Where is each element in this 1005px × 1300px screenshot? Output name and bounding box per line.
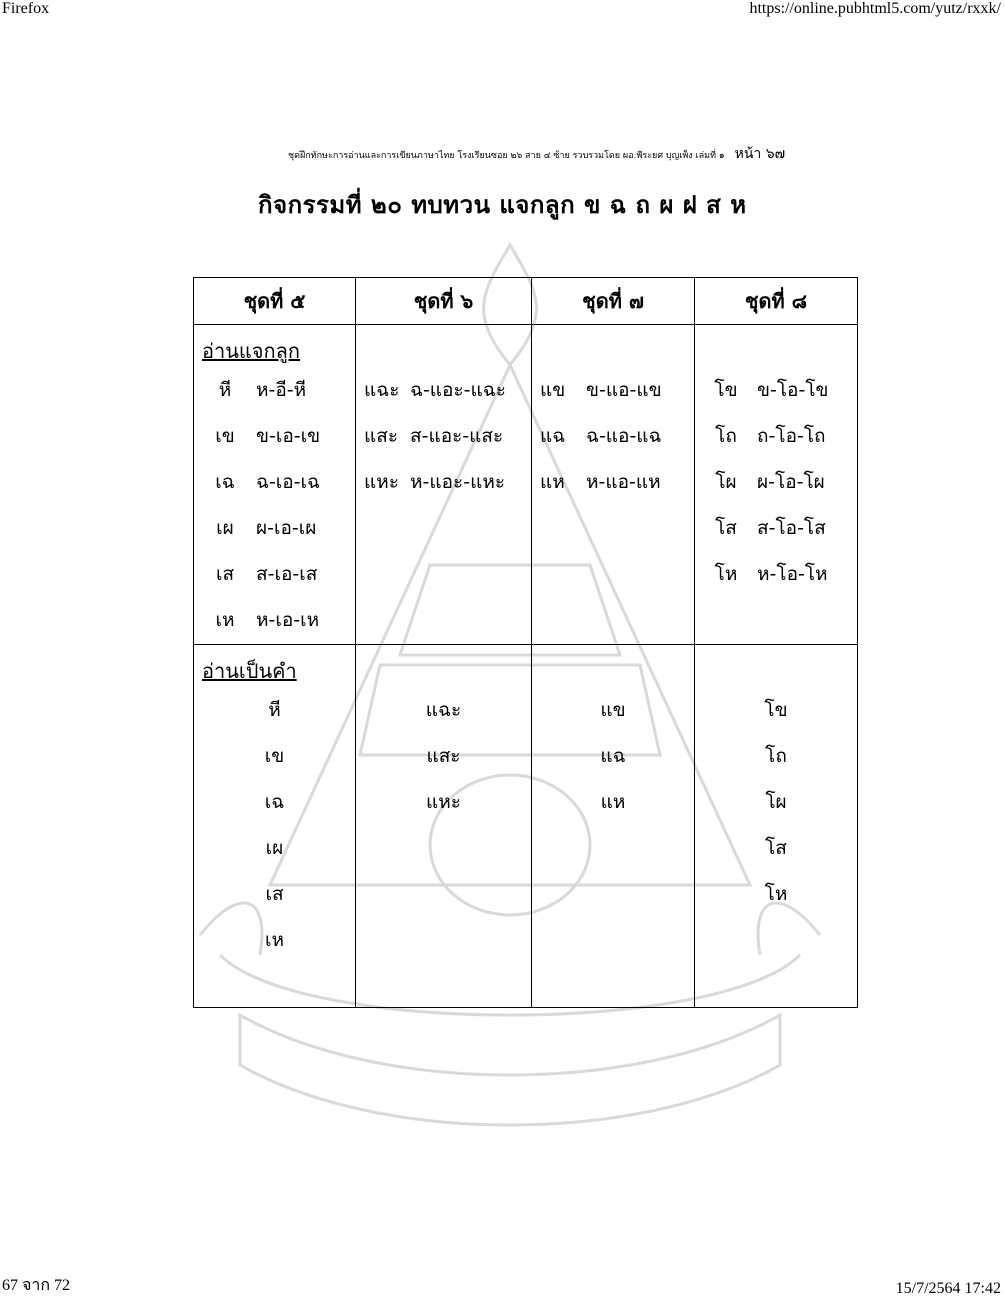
word: แหะ <box>364 471 399 493</box>
spelling: ห-โอ-โห <box>757 563 828 585</box>
activity-table <box>193 277 858 1008</box>
word-list-set-5 <box>194 687 355 963</box>
section-label-words: อ่านเป็นคำ <box>202 659 297 683</box>
spelling: ส-โอ-โส <box>757 517 826 539</box>
spelling: ส-แอะ-แสะ <box>410 425 504 447</box>
words-cell-set-6 <box>356 645 532 1008</box>
word: แสะ <box>364 425 399 447</box>
spelling: ส-เอ-เส <box>256 563 318 585</box>
word: หี <box>218 379 232 401</box>
spelling: ผ-เอ-เผ <box>256 517 317 539</box>
list-item <box>356 459 531 505</box>
list-item <box>194 459 355 505</box>
list-item: แสะ <box>426 745 461 767</box>
spelling-list-set-6 <box>356 367 531 505</box>
word: แฉ <box>540 425 566 447</box>
word: แห <box>540 471 565 493</box>
list-item: เข <box>264 745 285 767</box>
spelling-list-set-7 <box>532 367 694 505</box>
print-datetime: 15/7/2564 17:42 <box>895 1280 1001 1297</box>
list-item: แฉ <box>600 745 626 767</box>
list-item: โข <box>764 699 788 721</box>
spelling-cell-set-8 <box>695 325 858 645</box>
spelling: ฉ-แอ-แฉ <box>586 425 662 447</box>
list-item <box>695 367 857 413</box>
header-set-5: ชุดที่ ๕ <box>194 278 356 325</box>
word: โส <box>715 517 737 539</box>
page-count: 67 จาก 72 <box>2 1277 71 1294</box>
list-item: โผ <box>765 791 787 813</box>
spelling-cell-set-6 <box>356 325 532 645</box>
word: เข <box>215 425 235 447</box>
list-item: โถ <box>765 745 787 767</box>
list-item: เผ <box>265 837 284 859</box>
spelling: ข-เอ-เข <box>256 425 321 447</box>
spelling: ห-เอ-เห <box>256 609 320 631</box>
words-cell-set-7 <box>532 645 695 1008</box>
spelling: ห-แอ-แห <box>586 471 661 493</box>
browser-app-name: Firefox <box>2 0 50 17</box>
list-item <box>194 597 355 643</box>
word-list-set-7 <box>532 687 694 825</box>
section-label-spelling: อ่านแจกลูก <box>202 339 300 363</box>
page-number: หน้า ๖๗ <box>734 146 786 162</box>
word: โข <box>714 379 738 401</box>
list-item <box>695 459 857 505</box>
document-header <box>288 143 785 165</box>
list-item <box>695 505 857 551</box>
header-set-8: ชุดที่ ๘ <box>695 278 858 325</box>
word: เผ <box>216 517 234 539</box>
spelling-list-set-5 <box>194 367 355 643</box>
spelling: ห-แอะ-แหะ <box>410 471 506 493</box>
word-list-set-6 <box>356 687 531 825</box>
list-item: เห <box>264 929 285 951</box>
spelling: ห-อี-หี <box>256 379 307 401</box>
spelling: ผ-โอ-โผ <box>757 471 825 493</box>
list-item <box>695 551 857 597</box>
document-header-text: ชุดฝึกทักษะการอ่านและการเขียนภาษาไทย โรงเรียนซอย ๒๖ สาย ๔ ซ้าย รวบรวมโดย ผอ.พีระยศ บุญเพ็ง เล่มที่ ๑ <box>288 151 725 161</box>
words-cell-set-5 <box>194 645 356 1008</box>
activity-title: กิจกรรมที่ ๒๐ ทบทวน แจกลูก ข ฉ ถ ผ ฝ ส ห <box>258 191 747 219</box>
list-item <box>532 367 694 413</box>
list-item <box>194 551 355 597</box>
word: เห <box>215 609 235 631</box>
word: แข <box>540 379 566 401</box>
list-item <box>695 413 857 459</box>
word-list-set-8 <box>695 687 857 917</box>
header-set-6: ชุดที่ ๖ <box>356 278 532 325</box>
list-item: เส <box>265 883 284 905</box>
words-cell-set-8 <box>695 645 858 1008</box>
word: เส <box>215 563 235 585</box>
list-item <box>194 413 355 459</box>
spelling: ข-โอ-โข <box>757 379 829 401</box>
spelling-list-set-8 <box>695 367 857 597</box>
word: แฉะ <box>364 379 400 401</box>
list-item: แข <box>600 699 626 721</box>
list-item <box>356 367 531 413</box>
list-item <box>532 413 694 459</box>
spelling: ฉ-เอ-เฉ <box>256 471 320 493</box>
spelling: ฉ-แอะ-แฉะ <box>410 379 506 401</box>
list-item <box>356 413 531 459</box>
list-item <box>194 367 355 413</box>
spelling: ข-แอ-แข <box>586 379 662 401</box>
list-item: แห <box>600 791 626 813</box>
list-item <box>532 459 694 505</box>
list-item: หี <box>268 699 281 721</box>
spelling: ถ-โอ-โถ <box>757 425 826 447</box>
list-item: โส <box>765 837 787 859</box>
browser-url: https://online.pubhtml5.com/yutz/rxxk/ <box>749 0 1001 17</box>
spelling-cell-set-5 <box>194 325 356 645</box>
spelling-cell-set-7 <box>532 325 695 645</box>
word: เฉ <box>215 471 235 493</box>
list-item <box>194 505 355 551</box>
word: โผ <box>715 471 737 493</box>
word: โห <box>714 563 738 585</box>
list-item: แหะ <box>426 791 461 813</box>
header-set-7: ชุดที่ ๗ <box>532 278 695 325</box>
word: โถ <box>715 425 737 447</box>
list-item: โห <box>764 883 788 905</box>
list-item: แฉะ <box>425 699 462 721</box>
list-item: เฉ <box>264 791 285 813</box>
